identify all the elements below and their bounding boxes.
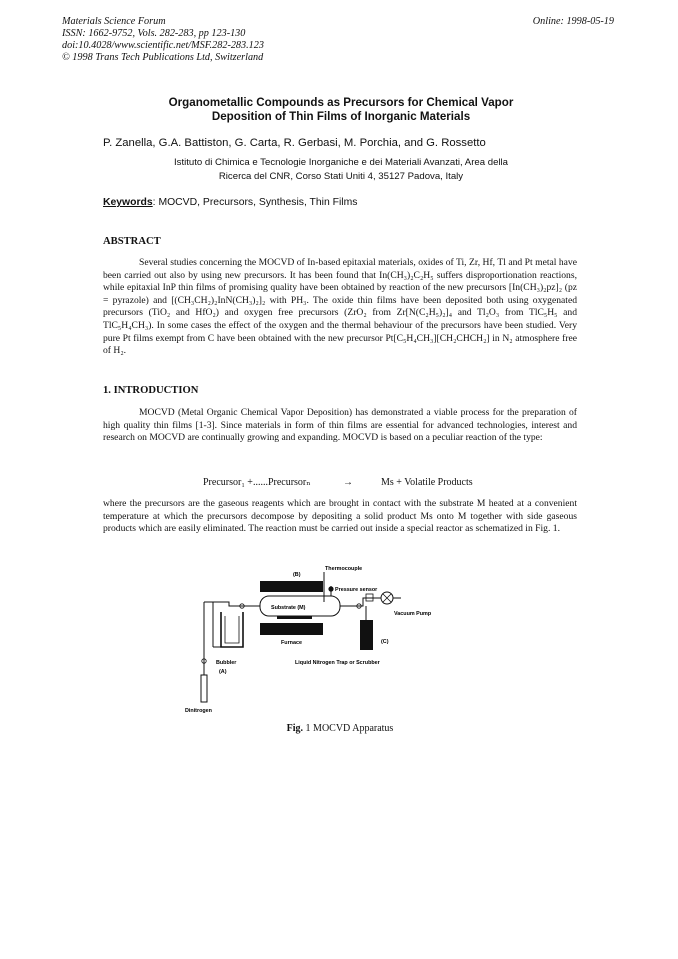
label-dinitrogen: Dinitrogen — [185, 708, 212, 714]
furnace-bottom-block — [260, 623, 323, 635]
nitrogen-trap — [360, 620, 373, 650]
pressure-sensor-icon — [328, 586, 333, 591]
label-pressure-sensor: Pressure sensor — [335, 587, 378, 593]
online-date: Online: 1998-05-19 — [532, 16, 614, 27]
label-substrate: Substrate (M) — [271, 605, 306, 611]
issn-line: ISSN: 1662-9752, Vols. 282-283, pp 123-130 — [62, 28, 246, 39]
introduction-para-2: where the precursors are the gaseous reagents which are brought in contact with the substrate M heated at a convenient temperature at which the precursors decompose by depositing a solid product Ms onto M together with side gaseous products which are easily eliminated. The reaction must be carried out inside a special reactor as schematized in Fig. 1. — [103, 498, 577, 535]
introduction-heading: 1. INTRODUCTION — [103, 385, 199, 396]
equation-arrow: → — [343, 477, 353, 488]
label-thermocouple: Thermocouple — [325, 566, 363, 572]
abstract-heading: ABSTRACT — [103, 236, 161, 247]
affiliation-line-1: Istituto di Chimica e Tecnologie Inorganiche e dei Materiali Avanzati, Area della — [173, 157, 509, 168]
bubbler-vessel — [221, 612, 243, 647]
keywords-line — [103, 197, 357, 208]
equation-lhs: Precursor₁ +......Precursorₙ — [203, 477, 311, 488]
label-vacuum-pump: Vacuum Pump — [394, 611, 432, 617]
keywords-text: : MOCVD, Precursors, Synthesis, Thin Films — [152, 197, 358, 208]
label-trap: Liquid Nitrogen Trap or Scrubber — [295, 660, 380, 666]
caption-label: Fig. — [286, 723, 304, 734]
abstract-body: Several studies concerning the MOCVD of In-based epitaxial materials, oxides of Ti, Zr, Hf, Tl and Pt metal have been carried out also by using new precursors. It has been found that In(CH₃)₂C₂H₅ suffers disproportionation reactions, while epitaxial InP thin films of promising quality have been obtained by reaction of the new precursors [In(CH₃)₂pz]₂ (pz = pyrazole) and [(CH₃CH₂)₂InN(CH₃)₂]₂ with PH₃. The oxide thin films have been deposited both using oxygenated precursors (TiO₂ and HfO₂) and oxygen free precursors (ZrO₂ from Zr[N(C₂H₅)₂]₄ and Tl₂O₃ from TlC₅H₅ and TlC₅H₄CH₃). In some cases the effect of the oxygen and the thermal behaviour of the precursors have been studied. Very pure Pt films exempt from C have been obtained with the new precursor Pt[C₅H₄CH₃][CH₂CHCH₂] in N₂ atmosphere free of H₂. — [103, 257, 577, 357]
journal-name: Materials Science Forum — [62, 16, 166, 27]
label-b: (B) — [293, 572, 301, 578]
dinitrogen-cylinder — [201, 675, 207, 702]
doi-line[interactable]: doi:10.4028/www.scientific.net/MSF.282-283.123 — [62, 40, 264, 51]
paper-title — [80, 96, 602, 124]
figure-caption — [103, 723, 577, 734]
introduction-para-1: MOCVD (Metal Organic Chemical Vapor Deposition) has demonstrated a viable process for the preparation of high quality thin films [1-3]. Since materials in form of thin films are essential for advanced technologies, interest and research on MOCVD are continually growing and expanding. MOCVD is based on a peculiar reaction of the type: — [103, 407, 577, 444]
title-line-2: Deposition of Thin Films of Inorganic Materials — [211, 110, 471, 123]
caption-text: 1 MOCVD Apparatus — [303, 723, 394, 734]
title-line-1: Organometallic Compounds as Precursors for Chemical Vapor — [168, 96, 514, 109]
equation-rhs: Ms + Volatile Products — [381, 477, 473, 488]
copyright-line: © 1998 Trans Tech Publications Ltd, Switzerland — [62, 52, 264, 63]
label-bubbler: Bubbler — [216, 660, 237, 666]
affiliation — [80, 156, 602, 184]
furnace-top-block — [260, 581, 323, 592]
inlet-line — [213, 602, 260, 647]
mocvd-apparatus-diagram — [185, 560, 485, 718]
bubbler-inner-vessel — [225, 616, 239, 643]
label-c: (C) — [381, 639, 389, 645]
author-list: P. Zanella, G.A. Battiston, G. Carta, R. Gerbasi, M. Porchia, and G. Rossetto — [103, 137, 486, 149]
substrate-bar — [277, 616, 312, 619]
label-furnace: Furnace — [281, 640, 302, 646]
publication-header — [62, 16, 264, 64]
keywords-label: Keywords — [103, 197, 153, 208]
affiliation-line-2: Ricerca del CNR, Corso Stati Uniti 4, 35127 Padova, Italy — [218, 171, 464, 182]
label-a: (A) — [219, 669, 227, 675]
